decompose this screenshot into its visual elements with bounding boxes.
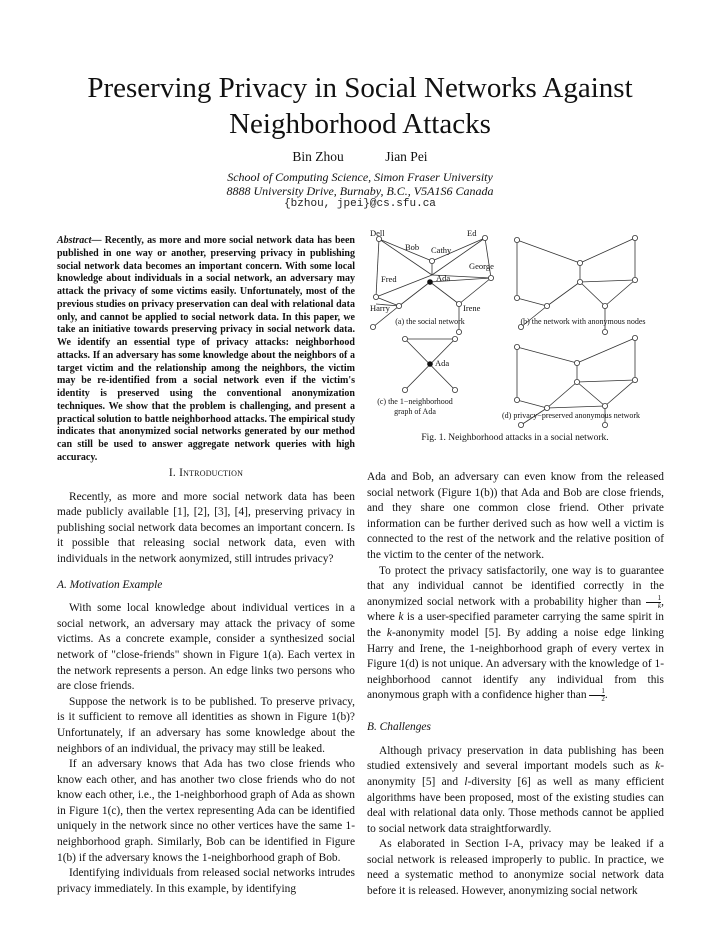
author-name: Bin Zhou (292, 149, 344, 164)
subfigure-a-label: (a) the social network (395, 317, 465, 326)
paragraph: With some local knowledge about individual vertices in a social network, an adversary may attack the privacy of some victims. As a concrete example, consider a synthesized social network of "close-friends" shown in Figure 1(a). Each vertex in the network represents a person. An edge links two persons who are close friends. (57, 602, 355, 693)
paragraph: Identifying individuals from released social networks intrudes privacy immediately. In this example, by identifying (57, 867, 355, 895)
figure-1 (365, 220, 665, 450)
paragraph: As elaborated in Section I-A, privacy may be leaked if a social network is released improperly to public. In practice, we need a systematic method to anonymize social network data before it is released. However, anonymizing social network (367, 838, 664, 898)
paragraph: Recently, as more and more social network data has been made publicly available [1], [2], [3], [4], preserving privacy in publishing social network data becomes an important concern. Is it possible that releasing social network data, even with individuals in the network aonymized, still intrudes privacy? (57, 490, 355, 565)
fraction: $\frac{1}{k}$ (646, 595, 662, 610)
subfigure-c-label: (c) the 1−neighborhood (377, 397, 453, 406)
abstract-label: Abstract (57, 235, 92, 246)
node-label: Dell (370, 228, 385, 238)
affiliation: School of Computing Science, Simon Fraser University (227, 170, 493, 184)
figure-graphs (365, 220, 665, 435)
author-list (0, 149, 720, 165)
email: {bzhou, jpei}@cs.sfu.ca (284, 198, 436, 210)
paragraph: Ada and Bob, an adversary can even know from the released social network (Figure 1(b)) that Ada and Bob are close friends, and they share one common close friend. Other private information can be further derived such as how well a victim is connected to the rest of the network and the relative position of the victim to the center of the network. (367, 471, 664, 561)
node-label: Harry (370, 303, 390, 313)
figure-caption: Fig. 1. Neighborhood attacks in a social network. (421, 433, 609, 443)
section-heading: I. Introduction (168, 467, 244, 479)
paragraph: Suppose the network is to be published. To preserve privacy, is it sufficient to remove all identities as shown in Figure 1(b)? Unfortunately, if an adversary has some knowledge about the neighbors of an individual, the privacy may still be leaked. (57, 695, 355, 755)
paragraph: If an adversary knows that Ada has two close friends who know each other, and has another two close friends who do not know each other, i.e., the 1-neighborhood graph of Ada as shown in Figure 1(c), then the vertex representing Ada can be identified uniquely in the network since no other vertices have the same 1-neighborhood graph. Similarly, Bob can be identified in Figure 1(b) if the adversary knows the 1-neighborhood graph of Bob. (57, 758, 355, 864)
node-label: Cathy (431, 245, 452, 255)
node-label: Ada (435, 358, 450, 368)
subfigure-b-label: (b) the network with anonymous nodes (520, 317, 646, 326)
author-name: Jian Pei (385, 149, 428, 164)
abstract-text: — Recently, as more and more social network data has been published in one way or another, preserving privacy in publishing social network data becomes an important concern. With some local knowledge about individuals in a social network, an adversary may attack the privacy of some victims easily. Unfortunately, most of the previous studies on privacy preservation can deal with relational data only, and cannot be applied to social network data. In this paper, we take an initiative towards preserving privacy in social network data. We identify an essential type of privacy attacks: neighborhood attacks. If an adversary has some knowledge about the neighbors of a target victim and the relationship among the neighbors, the victim may be re-identified from a social network even if the victim's identity is preserved using the conventional anonymization techniques. We show that the problem is challenging, and present a practical solution to battle neighborhood attacks. The empirical study indicates that anonymized social networks generated by our method can still be used to answer aggregate network queries with high accuracy. (57, 235, 355, 463)
node-label: Ed (467, 228, 477, 238)
address: 8888 University Drive, Burnaby, B.C., V5A1S6 Canada (226, 184, 494, 198)
fraction: $\frac{1}{2}$ (589, 688, 605, 703)
node-label: Ada (436, 273, 451, 283)
subfigure-c-label: graph of Ada (394, 407, 436, 416)
node-label: George (469, 261, 494, 271)
subsection-heading: A. Motivation Example (57, 578, 163, 591)
node-label: Bob (405, 242, 420, 252)
node-label: Irene (463, 303, 481, 313)
paragraph: Although privacy preservation in data publishing has been studied extensively and several important models such as k-anonymity [5] and l-diversity [6] as well as many efficient algorithms have been proposed, most of the existing studies can deal with relational data only. Those methods cannot be applied to social network data straightforwardly. (367, 744, 664, 835)
subfigure-d-label: (d) privacy−preserved anonymous network (501, 411, 641, 420)
paragraph: To protect the privacy satisfactorily, one way is to guarantee that any individual cannot be identified correctly in the anonymized social network with a probability higher than $\frac{1}{k}$ , where k is a user-specified parameter carrying the same spirit in the k-anonymity model [5]. By adding a noise edge linking Harry and Irene, the 1-neighborhood graph of every vertex in Figure 1(d) is not unique. An adversary with the knowledge of 1-neighborhood cannot identify any individual from this anonymous graph with a confidence higher than $\frac{1}{2}$ . (367, 564, 664, 704)
node-label: Fred (381, 274, 397, 284)
subsection-heading: B. Challenges (367, 721, 431, 734)
abstract (57, 235, 355, 465)
right-column (367, 470, 664, 900)
paper-title: Preserving Privacy in Social Networks Against Neighborhood Attacks (87, 72, 633, 140)
left-column (57, 457, 355, 897)
